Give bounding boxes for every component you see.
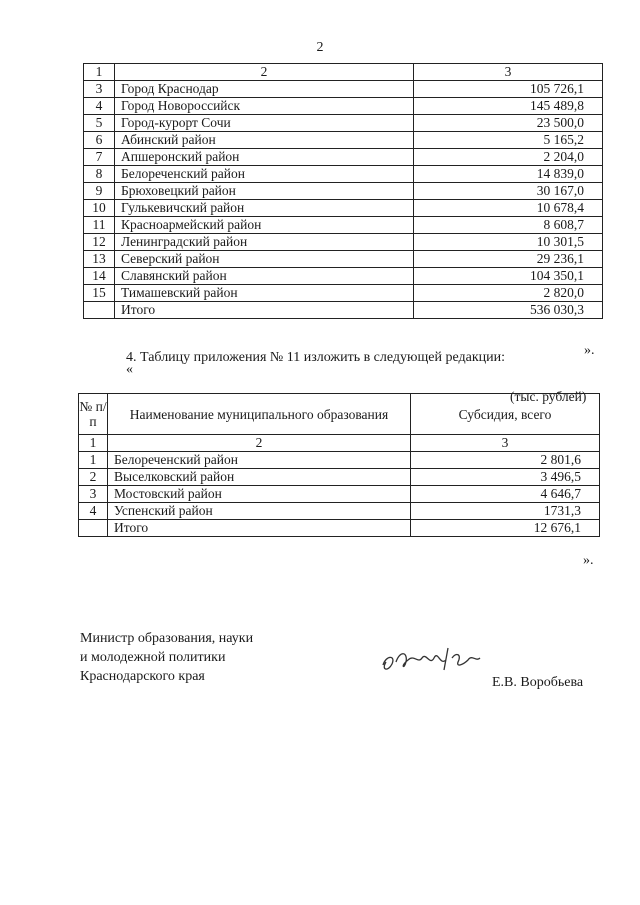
row-number: 5 — [84, 115, 115, 132]
table-row — [84, 98, 603, 115]
table-row — [79, 469, 600, 486]
amendment-paragraph: 4. Таблицу приложения № 11 изложить в следующей редакции: — [126, 350, 506, 365]
row-value: 1731,3 — [411, 503, 600, 520]
table-row — [84, 285, 603, 302]
row-value: 2 204,0 — [414, 149, 603, 166]
row-number: 8 — [84, 166, 115, 183]
table-row — [84, 217, 603, 234]
units-label: (тыс. рублей) — [510, 389, 587, 404]
row-name: Ленинградский район — [115, 234, 414, 251]
table-row — [84, 200, 603, 217]
table-row — [84, 166, 603, 183]
table-row — [84, 268, 603, 285]
opening-quote: « — [126, 362, 133, 377]
row-number: 13 — [84, 251, 115, 268]
row-value: 145 489,8 — [414, 98, 603, 115]
row-value: 29 236,1 — [414, 251, 603, 268]
subsidy-table — [78, 393, 600, 537]
table-row — [84, 234, 603, 251]
signature — [378, 640, 488, 685]
row-name: Выселковский район — [108, 469, 411, 486]
row-number: 11 — [84, 217, 115, 234]
row-value: 10 301,5 — [414, 234, 603, 251]
table-index-row — [84, 64, 603, 81]
table-row — [79, 520, 600, 537]
table-row — [84, 183, 603, 200]
signatory-line: и молодежной политики — [80, 650, 226, 665]
row-number — [84, 302, 115, 319]
index-cell: 2 — [108, 435, 411, 452]
row-number: 9 — [84, 183, 115, 200]
row-number: 1 — [79, 452, 108, 469]
row-number: 3 — [84, 81, 115, 98]
row-number: 4 — [79, 503, 108, 520]
row-name: Белореченский район — [108, 452, 411, 469]
row-value: 2 820,0 — [414, 285, 603, 302]
table-row — [84, 302, 603, 319]
table-row — [84, 132, 603, 149]
header-subsidy: Субсидия, всего — [411, 394, 600, 435]
row-name: Город Краснодар — [115, 81, 414, 98]
row-number: 4 — [84, 98, 115, 115]
row-number — [79, 520, 108, 537]
row-name: Красноармейский район — [115, 217, 414, 234]
row-value: 14 839,0 — [414, 166, 603, 183]
header-name: Наименование муниципального образования — [108, 394, 411, 435]
table-row — [84, 149, 603, 166]
table-row — [84, 251, 603, 268]
signatory-name: Е.В. Воробьева — [492, 675, 584, 690]
row-number: 12 — [84, 234, 115, 251]
row-name: Успенский район — [108, 503, 411, 520]
index-cell: 2 — [115, 64, 414, 81]
row-name: Апшеронский район — [115, 149, 414, 166]
table-row — [79, 486, 600, 503]
table-header-row — [79, 394, 600, 435]
row-number: 15 — [84, 285, 115, 302]
row-value: 23 500,0 — [414, 115, 603, 132]
row-number: 3 — [79, 486, 108, 503]
row-value: 8 608,7 — [414, 217, 603, 234]
row-number: 7 — [84, 149, 115, 166]
signatory-title — [80, 629, 253, 686]
row-name: Северский район — [115, 251, 414, 268]
row-value: 2 801,6 — [411, 452, 600, 469]
row-name: Абинский район — [115, 132, 414, 149]
row-value: 4 646,7 — [411, 486, 600, 503]
row-name: Мостовский район — [108, 486, 411, 503]
row-number: 6 — [84, 132, 115, 149]
row-name: Город-курорт Сочи — [115, 115, 414, 132]
row-name: Гулькевичский район — [115, 200, 414, 217]
row-value: 105 726,1 — [414, 81, 603, 98]
table-index-row — [79, 435, 600, 452]
table-row — [84, 81, 603, 98]
funding-table — [83, 63, 603, 319]
row-number: 2 — [79, 469, 108, 486]
row-value: 5 165,2 — [414, 132, 603, 149]
row-value: 30 167,0 — [414, 183, 603, 200]
row-name: Итого — [108, 520, 411, 537]
signatory-line: Министр образования, науки — [80, 631, 254, 646]
table-row — [79, 452, 600, 469]
index-cell: 3 — [411, 435, 600, 452]
closing-quote: ». — [584, 343, 595, 358]
row-value: 536 030,3 — [414, 302, 603, 319]
row-name: Город Новороссийск — [115, 98, 414, 115]
index-cell: 1 — [79, 435, 108, 452]
table-row — [84, 115, 603, 132]
row-name: Тимашевский район — [115, 285, 414, 302]
row-number: 14 — [84, 268, 115, 285]
row-name: Брюховецкий район — [115, 183, 414, 200]
row-number: 10 — [84, 200, 115, 217]
closing-quote: ». — [583, 553, 594, 568]
signatory-line: Краснодарского края — [80, 669, 205, 684]
index-cell: 3 — [414, 64, 603, 81]
row-name: Итого — [115, 302, 414, 319]
row-value: 12 676,1 — [411, 520, 600, 537]
row-value: 10 678,4 — [414, 200, 603, 217]
row-value: 104 350,1 — [414, 268, 603, 285]
table-row — [79, 503, 600, 520]
header-number: № п/п — [79, 394, 108, 435]
row-name: Белореченский район — [115, 166, 414, 183]
page-number: 2 — [316, 40, 324, 55]
row-value: 3 496,5 — [411, 469, 600, 486]
row-name: Славянский район — [115, 268, 414, 285]
index-cell: 1 — [84, 64, 115, 81]
